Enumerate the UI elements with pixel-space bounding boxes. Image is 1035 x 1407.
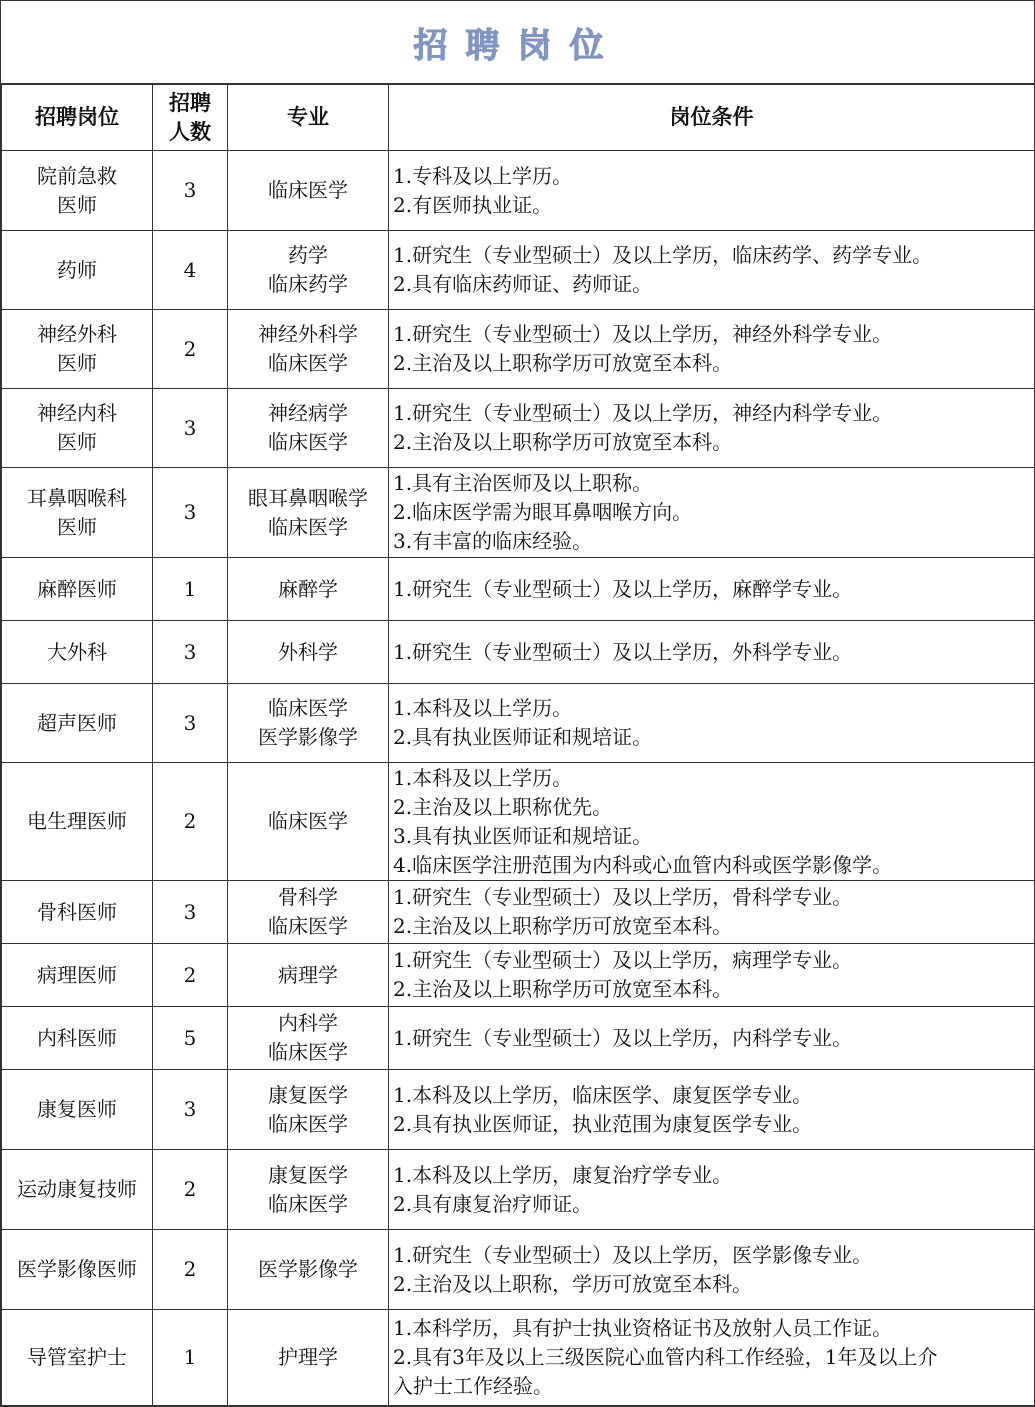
table-row bbox=[2, 621, 1035, 684]
count-cell bbox=[153, 763, 228, 881]
major-cell bbox=[228, 881, 389, 944]
position-text: 医师 bbox=[57, 192, 97, 217]
count-text: 2 bbox=[183, 336, 197, 361]
count-text: 1 bbox=[183, 576, 197, 601]
table-row bbox=[2, 151, 1035, 231]
conditions-cell bbox=[389, 1310, 1035, 1406]
major-cell bbox=[228, 1007, 389, 1070]
count-cell bbox=[153, 151, 228, 231]
position-cell bbox=[2, 763, 153, 881]
condition-line: 1.研究生（专业型硕士）及以上学历，神经外科学专业。 bbox=[393, 322, 893, 346]
table-row bbox=[2, 389, 1035, 468]
position-cell bbox=[2, 881, 153, 944]
table-row bbox=[2, 944, 1035, 1007]
count-text: 3 bbox=[183, 710, 197, 735]
position-cell bbox=[2, 558, 153, 621]
condition-line: 2.具有康复治疗师证。 bbox=[393, 1191, 593, 1216]
conditions-cell bbox=[389, 231, 1035, 310]
count-text: 3 bbox=[183, 899, 197, 924]
major-text: 康复医学 bbox=[268, 1162, 348, 1187]
major-cell bbox=[228, 1150, 389, 1230]
major-text: 神经病学 bbox=[268, 401, 348, 425]
condition-line: 2.主治及以上职称学历可放宽至本科。 bbox=[393, 351, 733, 375]
condition-line: 2.主治及以上职称学历可放宽至本科。 bbox=[393, 977, 733, 1001]
position-text: 医师 bbox=[57, 351, 97, 375]
count-text: 1 bbox=[183, 1345, 197, 1369]
position-text: 电生理医师 bbox=[27, 809, 127, 833]
condition-line: 4.临床医学注册范围为内科或心血管内科或医学影像学。 bbox=[393, 852, 893, 877]
position-cell bbox=[2, 468, 153, 558]
count-text: 2 bbox=[183, 1177, 197, 1201]
conditions-cell bbox=[389, 389, 1035, 468]
position-text: 超声医师 bbox=[37, 710, 117, 735]
table-row bbox=[2, 558, 1035, 621]
page-title-banner bbox=[1, 1, 1034, 84]
count-text: 5 bbox=[183, 1025, 197, 1050]
page-title: 招聘岗位 bbox=[413, 25, 622, 66]
recruitment-table bbox=[1, 84, 1035, 1406]
position-text: 骨科医师 bbox=[37, 899, 117, 924]
condition-line: 1.研究生（专业型硕士）及以上学历，神经内科学专业。 bbox=[393, 401, 893, 425]
major-text: 临床医学 bbox=[268, 1191, 348, 1216]
major-text: 眼耳鼻咽喉学 bbox=[248, 485, 368, 510]
major-text: 临床医学 bbox=[268, 351, 348, 375]
position-cell bbox=[2, 1007, 153, 1070]
count-text: 3 bbox=[183, 500, 197, 524]
major-cell bbox=[228, 1230, 389, 1310]
position-text: 病理医师 bbox=[37, 962, 117, 987]
major-cell bbox=[228, 151, 389, 231]
table-row bbox=[2, 310, 1035, 389]
major-text: 药学 bbox=[288, 243, 328, 267]
major-cell bbox=[228, 1070, 389, 1150]
condition-line: 1.研究生（专业型硕士）及以上学历，病理学专业。 bbox=[393, 948, 853, 972]
position-cell bbox=[2, 684, 153, 763]
condition-line: 2.具有3年及以上三级医院心血管内科工作经验，1年及以上介 bbox=[393, 1345, 938, 1369]
condition-line: 3.具有执业医师证和规培证。 bbox=[393, 823, 653, 848]
count-cell bbox=[153, 1310, 228, 1406]
condition-line: 1.研究生（专业型硕士）及以上学历，麻醉学专业。 bbox=[393, 576, 853, 601]
condition-line: 2.具有执业医师证和规培证。 bbox=[393, 725, 653, 749]
major-cell bbox=[228, 684, 389, 763]
position-text: 耳鼻咽喉科 bbox=[27, 485, 127, 510]
count-cell bbox=[153, 468, 228, 558]
major-cell bbox=[228, 944, 389, 1007]
major-text: 医学影像学 bbox=[258, 725, 358, 749]
conditions-cell bbox=[389, 621, 1035, 684]
conditions-cell bbox=[389, 1070, 1035, 1150]
count-cell bbox=[153, 558, 228, 621]
position-cell bbox=[2, 1070, 153, 1150]
count-text: 2 bbox=[183, 1257, 197, 1281]
condition-line: 1.研究生（专业型硕士）及以上学历，外科学专业。 bbox=[393, 639, 853, 664]
major-text: 临床医学 bbox=[268, 430, 348, 454]
position-text: 导管室护士 bbox=[27, 1345, 127, 1369]
conditions-cell bbox=[389, 1230, 1035, 1310]
table-row bbox=[2, 1230, 1035, 1310]
header-count-line1: 招聘 bbox=[169, 90, 211, 115]
condition-line: 1.本科学历，具有护士执业资格证书及放射人员工作证。 bbox=[393, 1316, 893, 1340]
table-row bbox=[2, 231, 1035, 310]
major-cell bbox=[228, 1310, 389, 1406]
condition-line: 2.主治及以上职称优先。 bbox=[393, 794, 613, 819]
condition-line: 1.研究生（专业型硕士）及以上学历，内科学专业。 bbox=[393, 1025, 853, 1050]
major-cell bbox=[228, 621, 389, 684]
conditions-cell bbox=[389, 944, 1035, 1007]
header-count-line2: 人数 bbox=[169, 119, 211, 144]
major-cell bbox=[228, 763, 389, 881]
condition-line: 2.主治及以上职称，学历可放宽至本科。 bbox=[393, 1271, 753, 1296]
major-text: 临床医学 bbox=[268, 514, 348, 539]
count-cell bbox=[153, 621, 228, 684]
position-cell bbox=[2, 389, 153, 468]
major-text: 病理学 bbox=[278, 962, 338, 987]
position-cell bbox=[2, 944, 153, 1007]
position-text: 大外科 bbox=[47, 639, 107, 664]
condition-line: 2.临床医学需为眼耳鼻咽喉方向。 bbox=[393, 500, 693, 524]
conditions-cell bbox=[389, 468, 1035, 558]
major-text: 临床医学 bbox=[268, 696, 348, 720]
position-cell bbox=[2, 1310, 153, 1406]
count-text: 2 bbox=[183, 809, 197, 833]
condition-line: 入护士工作经验。 bbox=[393, 1374, 553, 1398]
position-text: 麻醉医师 bbox=[37, 576, 117, 601]
table-row bbox=[2, 1310, 1035, 1406]
count-cell bbox=[153, 231, 228, 310]
major-text: 麻醉学 bbox=[278, 576, 338, 601]
major-text: 医学影像学 bbox=[258, 1257, 358, 1281]
major-text: 临床医学 bbox=[268, 914, 348, 938]
conditions-cell bbox=[389, 1007, 1035, 1070]
count-text: 3 bbox=[183, 1097, 197, 1121]
table-row bbox=[2, 1007, 1035, 1070]
major-text: 内科学 bbox=[278, 1011, 338, 1035]
table-row bbox=[2, 763, 1035, 881]
condition-line: 3.有丰富的临床经验。 bbox=[393, 529, 593, 553]
header-position: 招聘岗位 bbox=[2, 85, 153, 151]
major-cell bbox=[228, 468, 389, 558]
table-row bbox=[2, 1070, 1035, 1150]
major-text: 临床药学 bbox=[268, 272, 348, 296]
major-text: 康复医学 bbox=[268, 1082, 348, 1107]
count-text: 3 bbox=[183, 415, 197, 440]
position-text: 内科医师 bbox=[37, 1025, 117, 1050]
table-row bbox=[2, 1150, 1035, 1230]
conditions-cell bbox=[389, 558, 1035, 621]
position-text: 医师 bbox=[57, 514, 97, 539]
position-text: 药师 bbox=[57, 257, 97, 282]
count-cell bbox=[153, 1070, 228, 1150]
major-cell bbox=[228, 389, 389, 468]
table-row bbox=[2, 684, 1035, 763]
major-text: 临床医学 bbox=[268, 809, 348, 833]
major-cell bbox=[228, 231, 389, 310]
position-text: 康复医师 bbox=[37, 1097, 117, 1121]
conditions-cell bbox=[389, 151, 1035, 231]
count-cell bbox=[153, 1230, 228, 1310]
condition-line: 2.具有临床药师证、药师证。 bbox=[393, 272, 653, 296]
count-cell bbox=[153, 881, 228, 944]
table-row bbox=[2, 881, 1035, 944]
major-text: 神经外科学 bbox=[258, 322, 358, 346]
count-cell bbox=[153, 1150, 228, 1230]
position-text: 医师 bbox=[57, 430, 97, 454]
condition-line: 2.主治及以上职称学历可放宽至本科。 bbox=[393, 430, 733, 454]
major-cell bbox=[228, 310, 389, 389]
table-body bbox=[2, 151, 1035, 1406]
count-text: 4 bbox=[183, 257, 197, 282]
major-cell bbox=[228, 558, 389, 621]
position-text: 院前急救 bbox=[37, 163, 117, 188]
header-major: 专业 bbox=[228, 85, 389, 151]
position-cell bbox=[2, 310, 153, 389]
count-cell bbox=[153, 389, 228, 468]
major-text: 临床医学 bbox=[268, 178, 348, 202]
position-cell bbox=[2, 1150, 153, 1230]
condition-line: 1.具有主治医师及以上职称。 bbox=[393, 471, 653, 495]
count-cell bbox=[153, 684, 228, 763]
condition-line: 1.研究生（专业型硕士）及以上学历，临床药学、药学专业。 bbox=[393, 243, 933, 267]
condition-line: 1.本科及以上学历。 bbox=[393, 696, 573, 720]
condition-line: 2.主治及以上职称学历可放宽至本科。 bbox=[393, 914, 733, 938]
count-text: 3 bbox=[183, 178, 197, 202]
count-cell bbox=[153, 1007, 228, 1070]
position-cell bbox=[2, 621, 153, 684]
header-row bbox=[2, 85, 1035, 151]
count-cell bbox=[153, 944, 228, 1007]
condition-line: 1.研究生（专业型硕士）及以上学历，医学影像专业。 bbox=[393, 1242, 873, 1267]
position-cell bbox=[2, 151, 153, 231]
major-text: 外科学 bbox=[278, 639, 338, 664]
condition-line: 1.本科及以上学历，临床医学、康复医学专业。 bbox=[393, 1082, 813, 1107]
position-text: 神经内科 bbox=[37, 401, 117, 425]
count-text: 2 bbox=[183, 962, 197, 987]
major-text: 临床医学 bbox=[268, 1111, 348, 1136]
count-cell bbox=[153, 310, 228, 389]
position-text: 神经外科 bbox=[37, 322, 117, 346]
header-conditions: 岗位条件 bbox=[389, 85, 1035, 151]
condition-line: 2.具有执业医师证，执业范围为康复医学专业。 bbox=[393, 1111, 813, 1136]
position-cell bbox=[2, 231, 153, 310]
conditions-cell bbox=[389, 881, 1035, 944]
major-text: 护理学 bbox=[278, 1345, 338, 1369]
conditions-cell bbox=[389, 310, 1035, 389]
position-text: 医学影像医师 bbox=[17, 1257, 137, 1281]
condition-line: 1.研究生（专业型硕士）及以上学历，骨科学专业。 bbox=[393, 885, 853, 909]
count-text: 3 bbox=[183, 639, 197, 664]
major-text: 骨科学 bbox=[278, 885, 338, 909]
position-text: 运动康复技师 bbox=[17, 1177, 137, 1201]
major-text: 临床医学 bbox=[268, 1040, 348, 1064]
conditions-cell bbox=[389, 763, 1035, 881]
table-row bbox=[2, 468, 1035, 558]
position-cell bbox=[2, 1230, 153, 1310]
header-count bbox=[153, 85, 228, 151]
condition-line: 1.本科及以上学历，康复治疗学专业。 bbox=[393, 1162, 733, 1187]
conditions-cell bbox=[389, 1150, 1035, 1230]
condition-line: 1.专科及以上学历。 bbox=[393, 163, 573, 188]
condition-line: 2.有医师执业证。 bbox=[393, 192, 553, 217]
conditions-cell bbox=[389, 684, 1035, 763]
condition-line: 1.本科及以上学历。 bbox=[393, 765, 573, 790]
